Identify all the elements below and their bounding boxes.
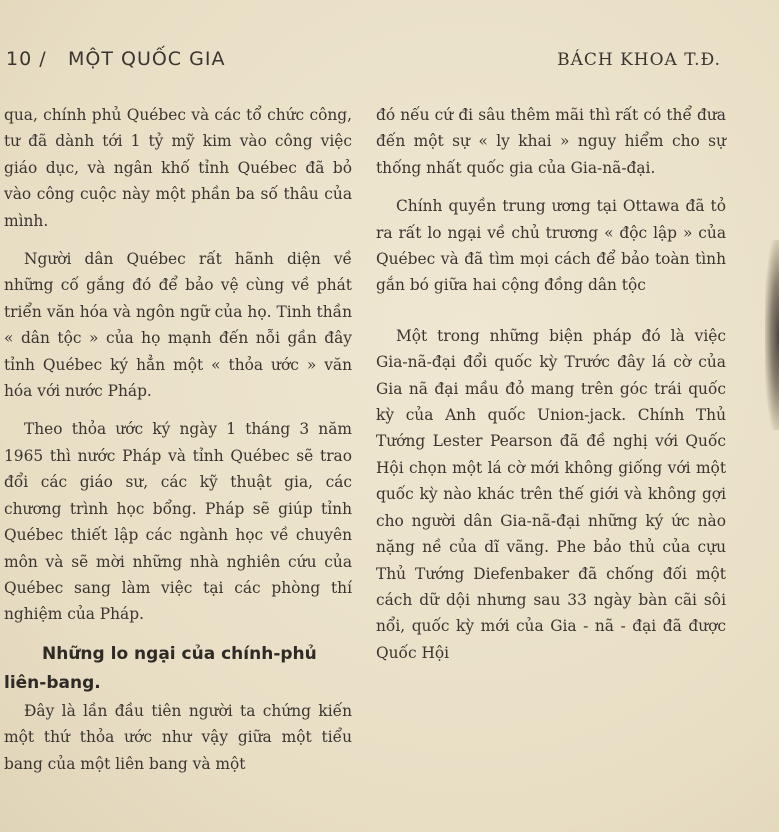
- right-column: [376, 102, 726, 666]
- page-header: [6, 48, 721, 78]
- paragraph: Theo thỏa ước ký ngày 1 tháng 3 năm 1965 thì nước Pháp và tỉnh Québec sẽ trao đổi các giáo sư, các kỹ thuật gia, các chương trình học bổng. Pháp sẽ giúp tỉnh Québec thiết lập các ngành học về chuyên môn và sẽ mời những nhà nghiên cứu của Québec sang làm việc tại các phòng thí nghiệm của Pháp.: [4, 420, 352, 624]
- paragraph: đó nếu cứ đi sâu thêm mãi thì rất có thể đưa đến một sự « ly khai » nguy hiểm cho sự thống nhất quốc gia của Gia-nã-đại.: [376, 106, 726, 177]
- paragraph: Chính quyền trung ương tại Ottawa đã tỏ ra rất lo ngại về chủ trương « độc lập » của Québec và đã tìm mọi cách để bảo toàn tình gắn bó giữa hai cộng đồng dân tộc: [376, 197, 726, 295]
- paragraph: Người dân Québec rất hãnh diện về những cố gắng đó để bảo vệ cùng về phát triển văn hóa và ngôn ngữ của họ. Tinh thần « dân tộc » của họ mạnh đến nỗi gần đây tỉnh Québec ký hẳn một « thỏa ước » văn hóa với nước Pháp.: [4, 250, 352, 401]
- paragraph: qua, chính phủ Québec và các tổ chức công, tư đã dành tới 1 tỷ mỹ kim vào công việc giáo dục, và ngân khố tỉnh Québec đã bỏ vào công cuộc này một phần ba số thâu của mình.: [4, 106, 352, 230]
- left-column: [4, 102, 352, 777]
- page-edge-shadow: [765, 240, 779, 430]
- section-heading: Những lo ngại của chính-phủ liên-bang.: [4, 643, 317, 693]
- paragraph: Một trong những biện pháp đó là việc Gia-nã-đại đổi quốc kỳ Trước đây lá cờ của Gia nã đại mầu đỏ mang trên góc trái quốc kỳ của Anh quốc Union-jack. Chính Thủ Tướng Lester Pearson đã đề nghị với Quốc Hội chọn một lá cờ mới không giống với một quốc kỳ nào khác trên thế giới và không gợi cho người dân Gia-nã-đại những ký ức nào nặng nề của dĩ vãng. Phe bảo thủ của cựu Thủ Tướng Diefenbaker đã chống đối một cách dữ dội nhưng sau 33 ngày bàn cãi sôi nổi, quốc kỳ mới của Gia - nã - đại đã được Quốc Hội: [376, 326, 726, 662]
- chapter-title: MỘT QUỐC GIA: [68, 48, 226, 70]
- running-title: BÁCH KHOA T.Đ.: [557, 50, 721, 70]
- page-number: 10 /: [6, 48, 47, 70]
- paragraph: Đây là lần đầu tiên người ta chứng kiến một thứ thỏa ước như vậy giữa một tiểu bang của một liên bang và một: [4, 701, 352, 773]
- paragraph-gap: [376, 311, 726, 323]
